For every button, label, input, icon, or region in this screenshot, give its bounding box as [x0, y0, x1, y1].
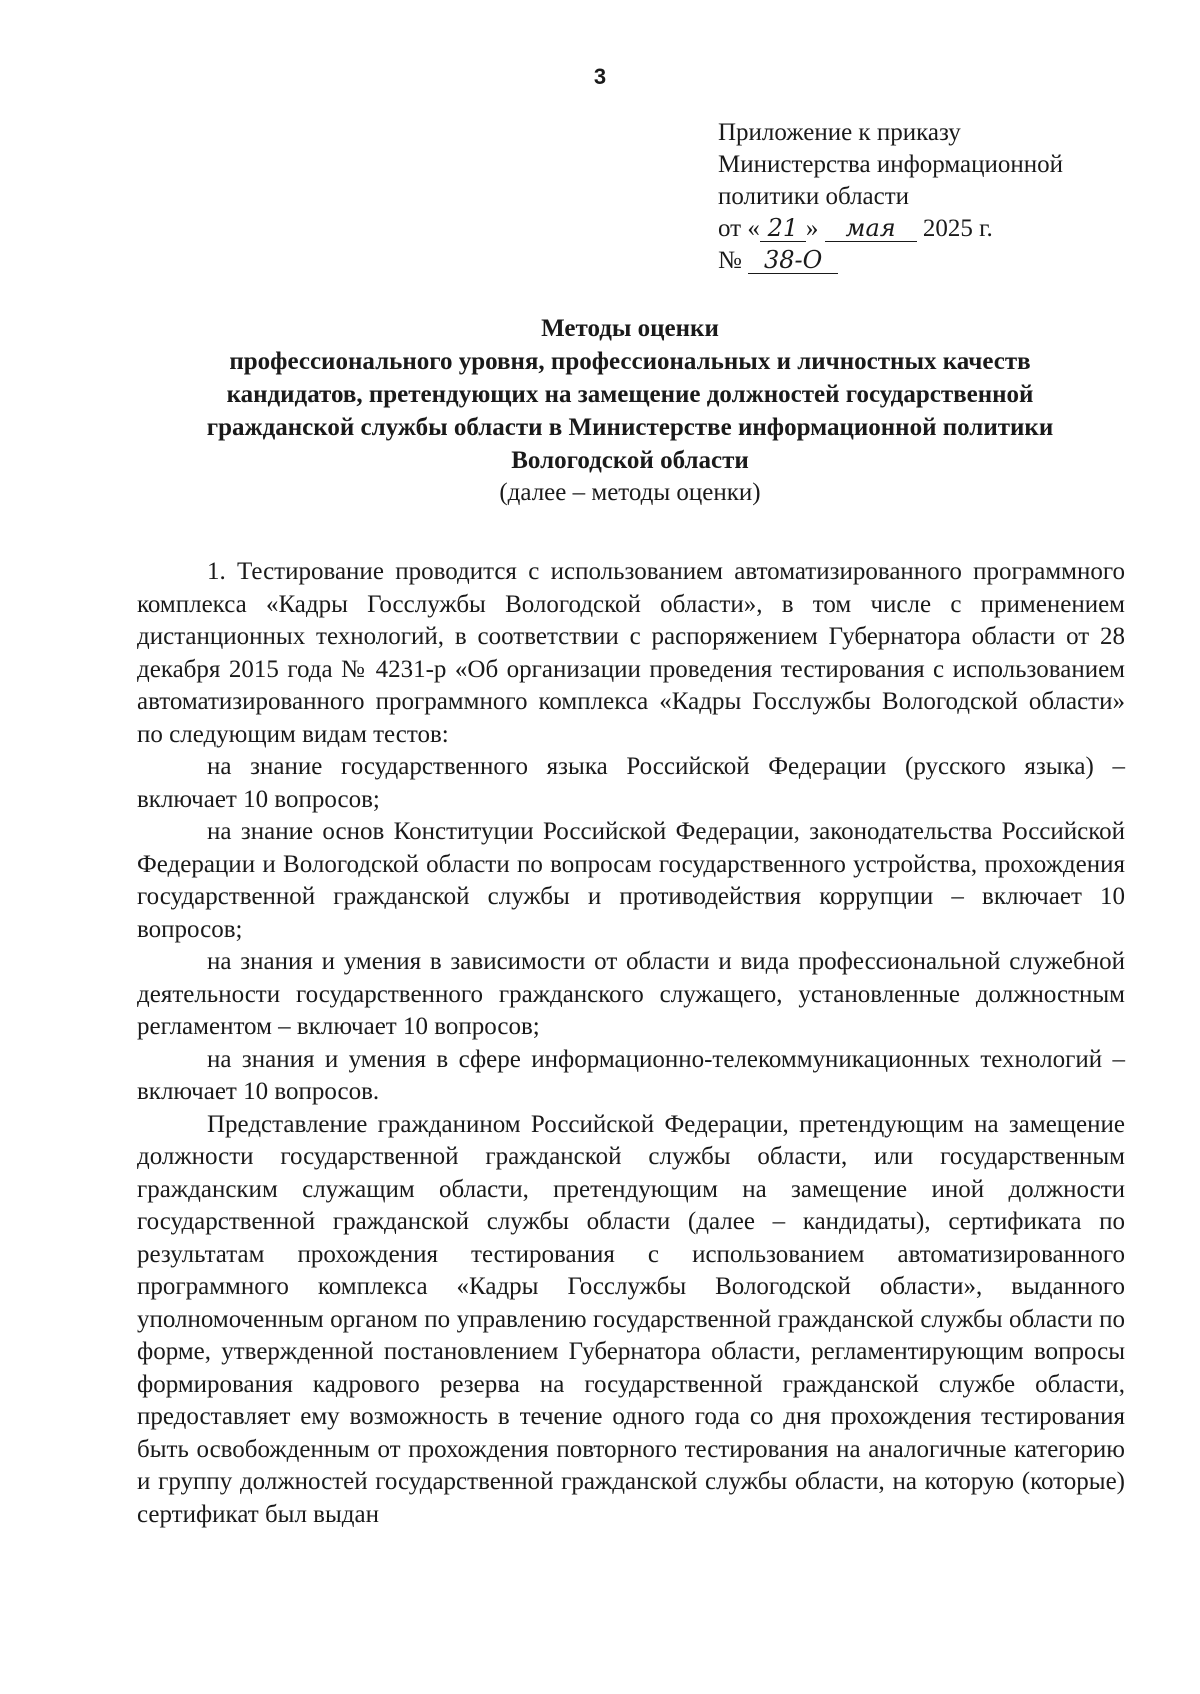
title-line: Методы оценки — [541, 315, 719, 342]
paragraph: на знания и умения в сфере информационно-телекоммуникационных технологий – включает 10 вопросов. — [137, 1045, 1125, 1105]
appendix-date-line — [718, 213, 1158, 245]
paragraph: 1. Тестирование проводится с использованием автоматизированного программного комплекса «Кадры Госслужбы Вологодской области», в том числе с применением дистанционных технологий, в соответствии с распоряжением Губернатора области от 28 декабря 2015 года № 4231-р «Об организации проведения тестирования с использованием автоматизированного программного комплекса «Кадры Госслужбы Вологодской области» по следующим видам тестов: — [137, 558, 1125, 748]
title-line: кандидатов, претендующих на замещение должностей государственной — [226, 381, 1034, 408]
paragraph: Представление гражданином Российской Федерации, претендующим на замещение должности государственной гражданской службы области, или государственным гражданским служащим области, претендующим на замещение иной должности государственной гражданской службы области (далее – кандидаты), сертификата по результатам прохождения тестирования с использованием автоматизированного программного комплекса «Кадры Госслужбы Вологодской области», выданного уполномоченным органом по управлению государственной гражданской службы области по форме, утвержденной постановлением Губернатора области, регламентирующим вопросы формирования кадрового резерва на государственной гражданской службе области, предоставляет ему возможность в течение одного года со дня прохождения тестирования быть освобожденным от прохождения повторного тестирования на аналогичные категорию и группу должностей государственной гражданской службы области, на которую (которые) сертификат был выдан — [137, 1110, 1125, 1528]
handwritten-order-number: 38-О — [748, 247, 838, 274]
paragraph: на знание основ Конституции Российской Федерации, законодательства Российской Федерации и Вологодской области по вопросам государственного устройства, прохождения государственной гражданской службы и противодействия коррупции – включает 10 вопросов; — [137, 818, 1125, 943]
date-close-quote: » — [805, 215, 819, 242]
appendix-number-line — [718, 245, 1158, 277]
handwritten-month: мая — [825, 215, 917, 242]
date-open-quote: « — [747, 215, 760, 242]
title-line: гражданской службы области в Министерстве информационной политики — [206, 414, 1054, 441]
paragraph: на знания и умения в зависимости от области и вида профессиональной служебной деятельности государственного гражданского служащего, установленные должностным регламентом – включает 10 вопросов; — [137, 948, 1125, 1040]
number-prefix: № — [718, 247, 742, 274]
document-subtitle: (далее – методы оценки) — [499, 479, 761, 506]
handwritten-day: 21 — [760, 215, 806, 242]
date-year: 2025 г. — [922, 215, 993, 242]
appendix-line-3: политики области — [718, 183, 910, 210]
title-line: Вологодской области — [511, 447, 749, 474]
date-prefix: от — [718, 215, 742, 242]
appendix-line-1: Приложение к приказу — [718, 119, 961, 146]
page-number: 3 — [593, 64, 607, 89]
paragraph: на знание государственного языка Российской Федерации (русского языка) – включает 10 вопросов; — [137, 753, 1125, 813]
document-title — [140, 312, 1120, 477]
document-body — [137, 556, 1125, 1531]
appendix-line-2: Министерства информационной — [718, 151, 1064, 178]
title-line: профессионального уровня, профессиональных и личностных качеств — [229, 348, 1031, 375]
appendix-block — [718, 117, 1158, 277]
